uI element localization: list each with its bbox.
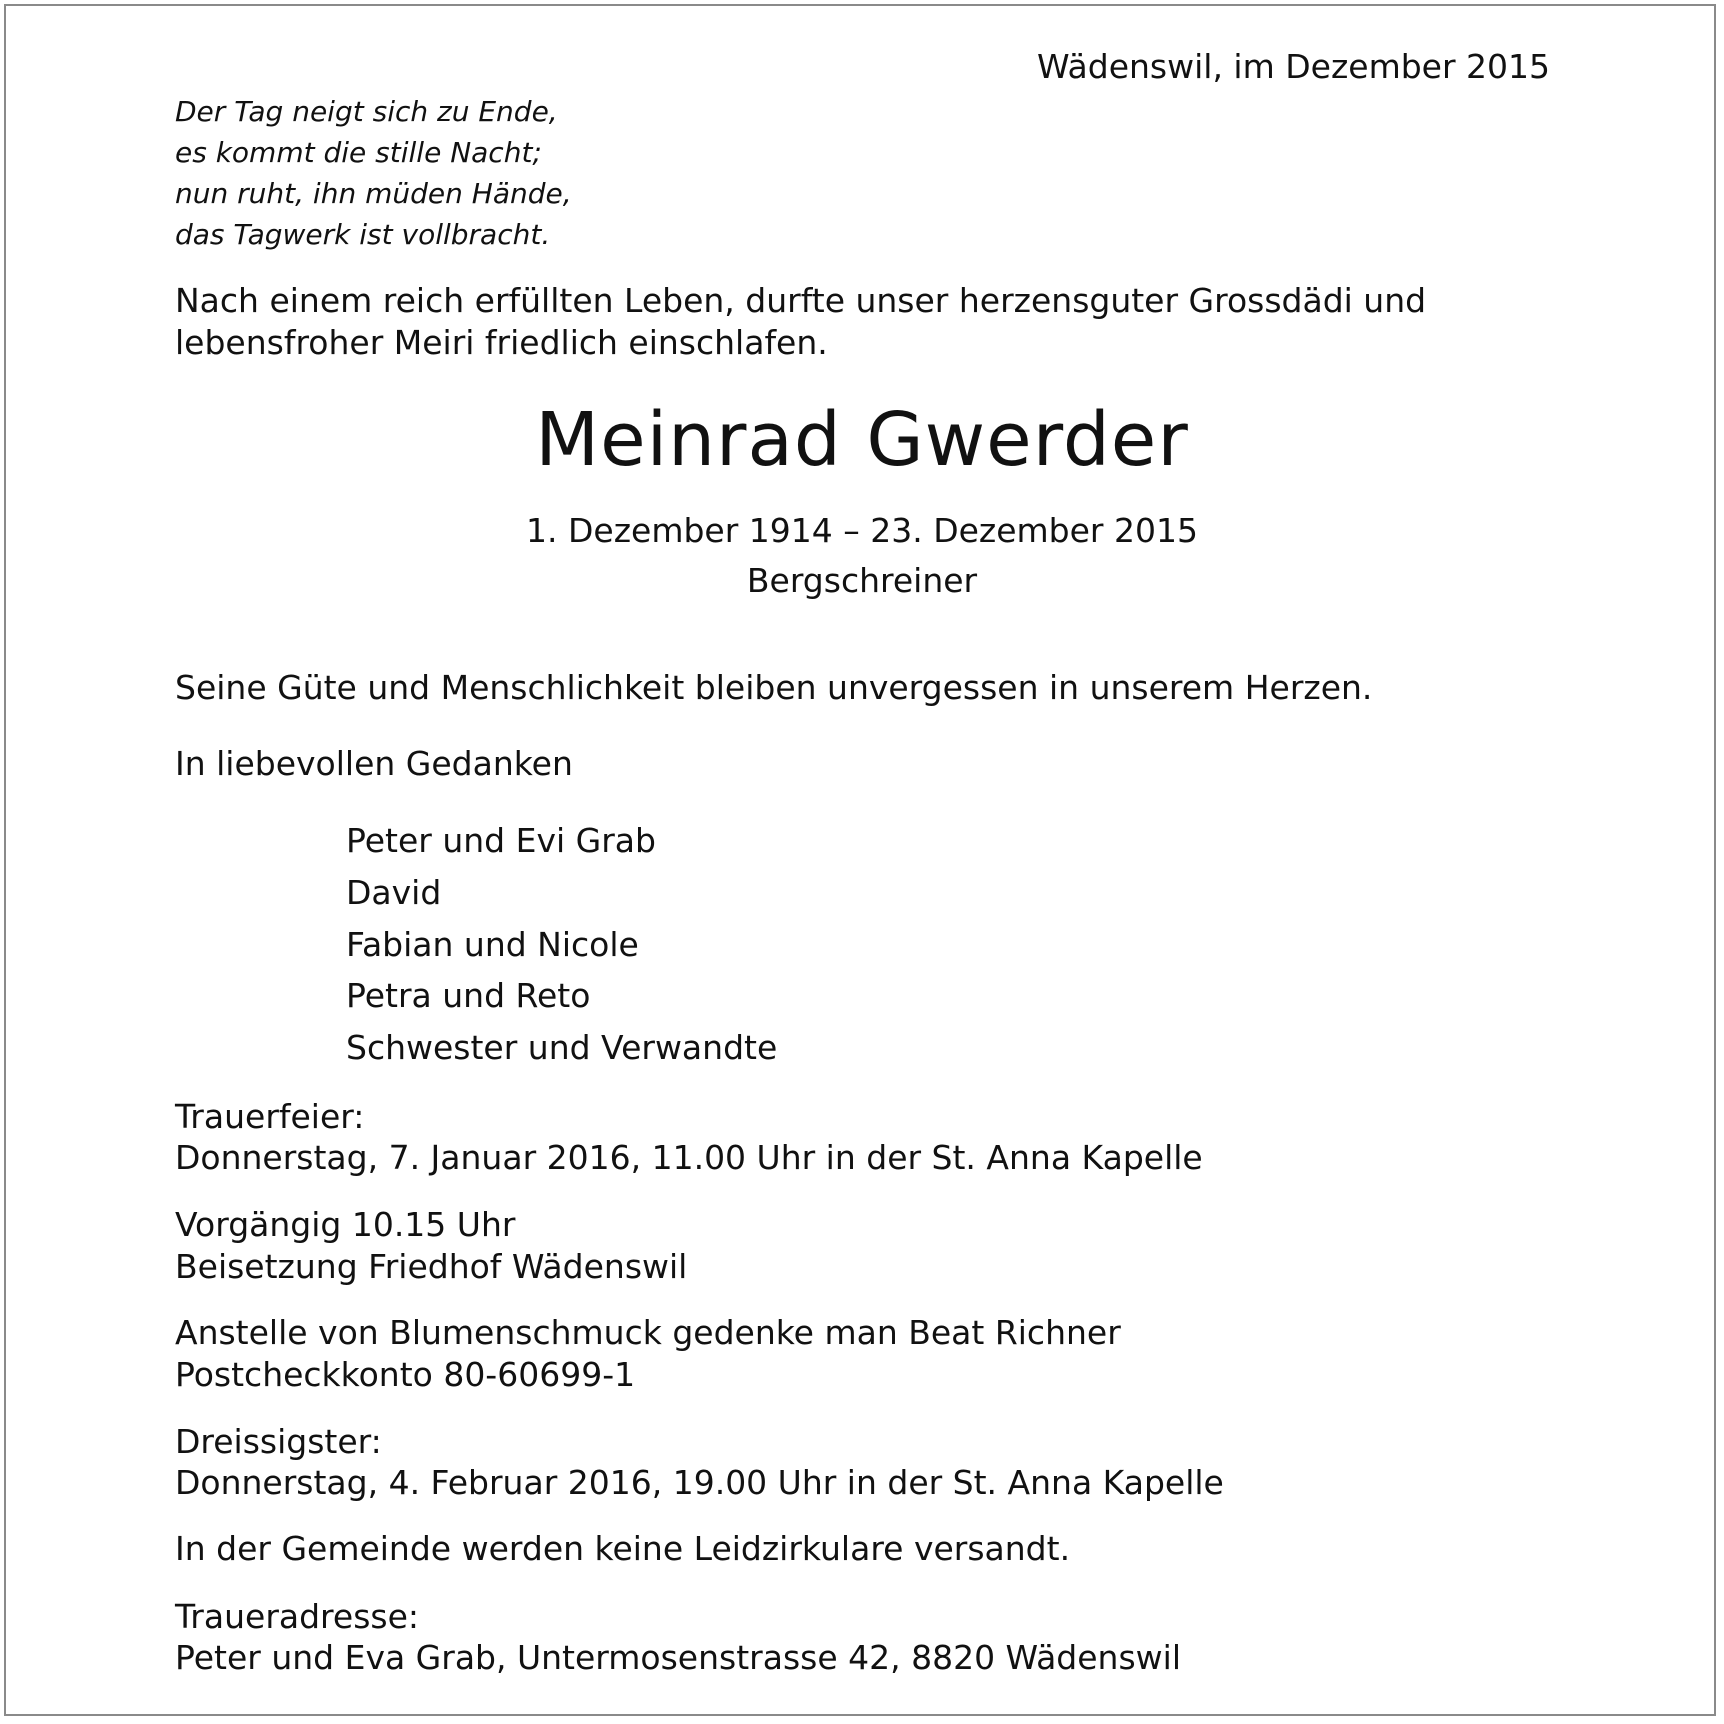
mourner-item: Fabian und Nicole: [346, 925, 639, 964]
poem-line: es kommt die stille Nacht;: [175, 136, 542, 169]
mourner-item: Schwester und Verwandte: [346, 1028, 778, 1067]
donation-text: Anstelle von Blumenschmuck gedenke man Beat Richner: [175, 1313, 1121, 1352]
life-dates: 1. Dezember 1914 – 23. Dezember 2015: [526, 511, 1198, 550]
deceased-name: Meinrad Gwerder: [535, 397, 1189, 483]
poem-line: nun ruht, ihn müden Hände,: [175, 177, 572, 210]
funeral-details: Donnerstag, 7. Januar 2016, 11.00 Uhr in der St. Anna Kapelle: [175, 1138, 1203, 1177]
place-date: Wädenswil, im Dezember 2015: [1037, 47, 1550, 86]
tribute-text: Seine Güte und Menschlichkeit bleiben unvergessen in unserem Herzen.: [175, 668, 1373, 707]
intro-line: Nach einem reich erfüllten Leben, durfte unser herzensguter Grossdädi und: [175, 281, 1427, 320]
poem-line: Der Tag neigt sich zu Ende,: [175, 95, 558, 128]
notice-text: In der Gemeinde werden keine Leidzirkulare versandt.: [175, 1529, 1071, 1568]
burial-place: Beisetzung Friedhof Wädenswil: [175, 1247, 688, 1286]
closing-text: In liebevollen Gedanken: [175, 744, 573, 783]
mourner-item: David: [346, 873, 442, 912]
donation-account: Postcheckkonto 80-60699-1: [175, 1355, 636, 1394]
mourner-item: Peter und Evi Grab: [346, 821, 656, 860]
mourner-item: Petra und Reto: [346, 976, 591, 1015]
address-details: Peter und Eva Grab, Untermosenstrasse 42, 8820 Wädenswil: [175, 1638, 1181, 1677]
thirtieth-details: Donnerstag, 4. Februar 2016, 19.00 Uhr in der St. Anna Kapelle: [175, 1463, 1224, 1502]
address-label: Traueradresse:: [175, 1597, 420, 1636]
intro-line: lebensfroher Meiri friedlich einschlafen.: [175, 323, 828, 362]
thirtieth-label: Dreissigster:: [175, 1422, 382, 1461]
poem-line: das Tagwerk ist vollbracht.: [175, 218, 551, 251]
burial-time: Vorgängig 10.15 Uhr: [175, 1205, 516, 1244]
funeral-label: Trauerfeier:: [175, 1097, 365, 1136]
occupation: Bergschreiner: [746, 561, 978, 600]
